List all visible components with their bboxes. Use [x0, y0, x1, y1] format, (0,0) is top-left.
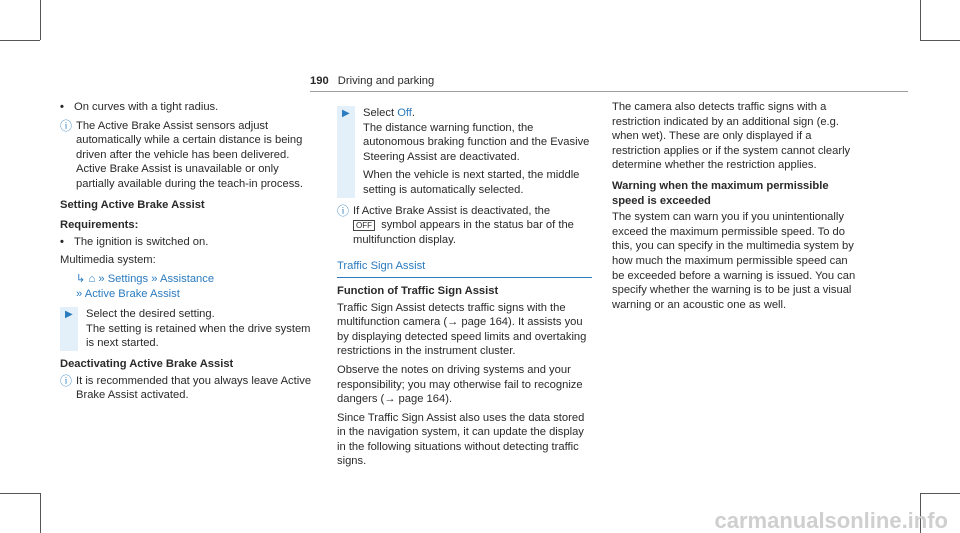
section-heading: Setting Active Brake Assist — [60, 198, 205, 211]
bullet-icon: • — [60, 101, 64, 113]
crop-mark — [40, 0, 41, 40]
page-title: Driving and parking — [337, 75, 435, 87]
step-arrow-icon: ▶ — [342, 108, 350, 119]
crop-mark — [920, 0, 921, 40]
brake-assist-off-icon: OFF — [353, 220, 375, 231]
chevron-icon: » — [151, 272, 158, 285]
info-icon: ⓘ — [337, 203, 350, 218]
page-number: 190 — [310, 75, 329, 87]
crop-mark — [40, 493, 41, 533]
note: ⓘ It is recommended that you always leave Active Brake Assist activated. — [60, 373, 312, 402]
watermark: carmanualsonline.info — [714, 508, 948, 533]
chevron-icon: » — [76, 287, 83, 300]
note: ⓘ If Active Brake Assist is deactivated, the OFF symbol appears in the status bar of the multifunction display. — [337, 203, 574, 246]
requirements-label: Requirements: — [60, 219, 139, 232]
subsection-heading: Function of Traffic Sign Assist — [337, 284, 499, 297]
list-item: • On curves with a tight radius. — [60, 101, 219, 113]
subsection-heading: Warning when the maximum permissible speed is exceeded — [612, 179, 829, 207]
chevron-icon: » — [98, 272, 105, 285]
step: ▶ Select Off. The distance warning function, the autonomous braking function and the Evasive Steering Assist are deactivated. When the vehicle is next started, the middle setting is automatically selected. — [337, 106, 592, 198]
off-option: Off — [397, 107, 412, 119]
paragraph: Since Traffic Sign Assist also uses the data stored in the navigation system, it can update the display in the following situations without detecting traffic signs. — [337, 411, 585, 468]
page-header — [310, 74, 908, 89]
column-1 — [60, 100, 312, 409]
crop-mark — [0, 493, 40, 494]
paragraph: Observe the notes on driving systems and your responsibility; you may otherwise fail to recognize dangers (→ page 164). — [337, 363, 583, 406]
info-icon: ⓘ — [60, 373, 73, 388]
path-settings: Settings — [107, 272, 149, 285]
column-3 — [612, 100, 862, 316]
multimedia-label: Multimedia system: — [60, 254, 156, 267]
paragraph: The system can warn you if you unintentionally exceed the maximum permissible speed. To do this, you can specify in the multimedia system by how much the maximum permissible speed can be exceeded before a warning is issued. You can specify whether the warning is to be just a visual warning or an acoustic one as well. — [612, 211, 856, 311]
note: ⓘ The Active Brake Assist sensors adjust automatically while a certain distance is being driven after the vehicle has been delivered. Active Brake Assist is unavailable or only partially available during the teach-in process. — [60, 118, 303, 190]
crop-mark — [920, 493, 960, 494]
menu-path — [60, 272, 312, 301]
path-active-brake-assist: Active Brake Assist — [84, 287, 180, 300]
section-heading: Deactivating Active Brake Assist — [60, 357, 234, 370]
path-assistance: Assistance — [159, 272, 215, 285]
step-arrow-icon: ▶ — [65, 309, 73, 321]
column-2 — [337, 100, 592, 473]
list-item: • The ignition is switched on. — [60, 235, 209, 248]
path-arrow-icon: ↳ — [76, 272, 86, 285]
section-underline — [337, 277, 592, 278]
info-icon: ⓘ — [60, 118, 73, 133]
section-title: Traffic Sign Assist — [337, 259, 592, 278]
home-icon: ⌂ — [88, 272, 96, 285]
step: ▶ Select the desired setting. The setting is retained when the drive system is next started. — [60, 307, 312, 351]
crop-mark — [920, 40, 960, 41]
bullet-icon: • — [60, 235, 64, 248]
header-rule — [310, 91, 908, 92]
crop-mark — [0, 40, 40, 41]
paragraph: Traffic Sign Assist detects traffic signs with the multifunction camera (→ page 164). It assists you by displaying detected speed limits and overtaking restrictions in the instrument cluster. — [337, 301, 587, 358]
paragraph: The camera also detects traffic signs with a restriction indicated by an additional sign (e.g. when wet). These are only displayed if a restriction applies or if the system cannot clearly determine whether the restriction applies. — [612, 101, 851, 172]
